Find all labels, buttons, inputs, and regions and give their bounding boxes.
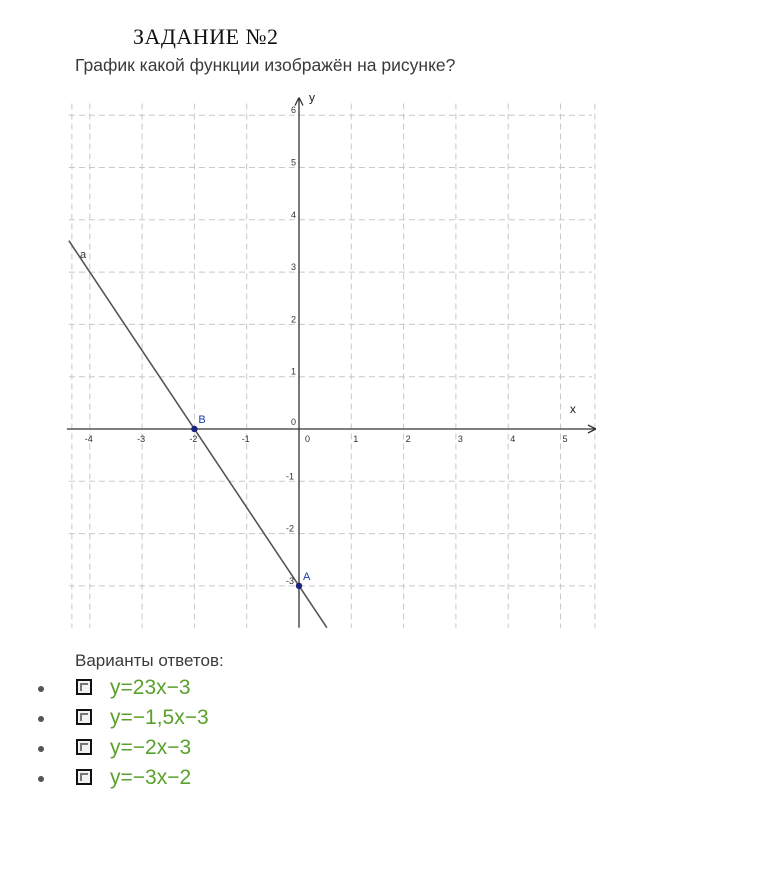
answer-option-4[interactable] (38, 766, 338, 796)
x-tick-label: -3 (137, 434, 146, 444)
plot-layer (69, 241, 327, 628)
answer-option-2[interactable] (38, 706, 338, 736)
answer-text: y=−2x−3 (110, 736, 192, 759)
task-title: ЗАДАНИЕ №2 (133, 24, 279, 49)
grid (69, 104, 595, 628)
line-label: a (80, 248, 87, 261)
y-tick-label: 5 (291, 157, 297, 168)
point-b (191, 426, 197, 432)
x-tick-label: -4 (84, 434, 93, 444)
y-tick-label: -3 (286, 575, 295, 586)
answer-list (38, 676, 338, 796)
x-tick-label: 2 (405, 434, 411, 444)
answer-option-3[interactable] (38, 736, 338, 766)
y-tick-label: -1 (286, 471, 295, 482)
y-tick-label: 3 (291, 262, 297, 273)
bullet-icon (38, 776, 44, 782)
x-tick-label: -2 (189, 434, 198, 444)
origin-label: 0 (291, 417, 297, 427)
checkbox[interactable] (76, 709, 92, 725)
x-tick-label: 0 (305, 434, 311, 444)
y-tick-label: 2 (291, 314, 297, 325)
answer-text: y=−3x−2 (110, 766, 192, 789)
x-tick-label: 4 (510, 434, 516, 444)
y-axis-label: y (309, 90, 315, 105)
x-tick-label: 3 (457, 434, 463, 444)
y-tick-label: 4 (291, 209, 297, 220)
x-tick-label: 5 (562, 434, 568, 444)
answer-option-1[interactable] (38, 676, 338, 706)
checkbox[interactable] (76, 679, 92, 695)
y-tick-label: 6 (291, 105, 297, 116)
task-question: График какой функции изображён на рисунке? (75, 55, 456, 75)
x-tick-label: 1 (353, 434, 359, 444)
x-axis-label: x (569, 402, 576, 416)
tick-labels (85, 91, 576, 586)
answer-text: y=−1,5x−3 (110, 706, 209, 729)
point-a (296, 583, 302, 589)
bullet-icon (38, 746, 44, 752)
bullet-icon (38, 686, 44, 692)
x-tick-label: -1 (241, 434, 250, 444)
axes (67, 98, 596, 628)
bullet-icon (38, 716, 44, 722)
function-line (69, 241, 327, 628)
answers-title: Варианты ответов: (75, 651, 224, 670)
checkbox[interactable] (76, 739, 92, 755)
y-tick-label: 1 (291, 366, 297, 377)
checkbox[interactable] (76, 769, 92, 785)
answer-text: y=23x−3 (110, 676, 191, 699)
y-tick-label: -2 (286, 523, 295, 534)
point-label: B (198, 414, 206, 426)
point-label: A (303, 570, 311, 583)
